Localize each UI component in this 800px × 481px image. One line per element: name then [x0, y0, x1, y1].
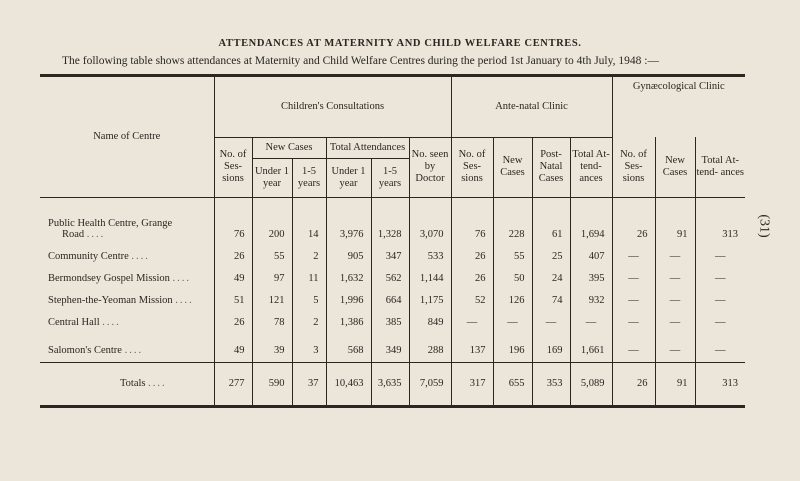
data-cell: 26 — [451, 240, 493, 262]
data-cell: 121 — [252, 284, 292, 306]
data-cell: — — [695, 240, 745, 262]
data-cell: 1,996 — [326, 284, 371, 306]
data-cell: — — [655, 306, 695, 328]
page-number: (31) — [756, 214, 772, 238]
table-row — [40, 284, 745, 306]
header-cc-new-cases: New Cases — [252, 137, 326, 158]
centre-name — [40, 197, 214, 240]
data-cell: 1,386 — [326, 306, 371, 328]
data-cell: 1,661 — [570, 328, 612, 363]
data-cell: 49 — [214, 262, 252, 284]
data-cell: 1,694 — [570, 197, 612, 240]
data-cell: 91 — [655, 197, 695, 240]
total-cell: 3,635 — [371, 362, 409, 406]
data-cell: 905 — [326, 240, 371, 262]
data-cell: 49 — [214, 328, 252, 363]
data-cell: — — [612, 240, 655, 262]
data-cell: — — [695, 306, 745, 328]
centre-name — [40, 306, 214, 328]
leader-dots: .... — [86, 228, 106, 240]
data-cell: 26 — [214, 306, 252, 328]
header-cc-sessions: No. of Ses- sions — [214, 137, 252, 197]
data-cell: 24 — [532, 262, 570, 284]
data-cell: 61 — [532, 197, 570, 240]
data-cell: 1,632 — [326, 262, 371, 284]
data-cell: 14 — [292, 197, 326, 240]
totals-row — [40, 362, 745, 406]
data-cell: — — [612, 328, 655, 363]
data-cell: — — [451, 306, 493, 328]
table-row — [40, 240, 745, 262]
intro-text: The following table shows attendances at Maternity and Child Welfare Centres during the period 1st January to 4th July, 1948 :— — [62, 55, 659, 67]
data-cell: — — [695, 284, 745, 306]
data-cell: 932 — [570, 284, 612, 306]
centre-name-text: Salomon's Centre — [48, 344, 122, 356]
centre-name-line2 — [48, 229, 214, 240]
data-cell: 288 — [409, 328, 451, 363]
data-cell: 313 — [695, 197, 745, 240]
data-cell: 200 — [252, 197, 292, 240]
data-cell: 39 — [252, 328, 292, 363]
header-new-1-5: 1-5 years — [292, 158, 326, 197]
leader-dots: .... — [175, 294, 194, 306]
data-cell: 228 — [493, 197, 532, 240]
data-cell: 1,175 — [409, 284, 451, 306]
centre-name — [40, 284, 214, 306]
data-cell: 76 — [214, 197, 252, 240]
total-cell: 91 — [655, 362, 695, 406]
data-cell: 385 — [371, 306, 409, 328]
data-cell: 196 — [493, 328, 532, 363]
centre-name — [40, 240, 214, 262]
data-cell: — — [655, 240, 695, 262]
data-cell: 52 — [451, 284, 493, 306]
total-cell: 37 — [292, 362, 326, 406]
leader-dots: .... — [131, 250, 150, 262]
table-row — [40, 306, 745, 328]
centre-name-text: Bermondsey Gospel Mission — [48, 272, 170, 284]
data-cell: 1,144 — [409, 262, 451, 284]
data-cell: 1,328 — [371, 197, 409, 240]
data-cell: 26 — [451, 262, 493, 284]
header-gy-sessions: No. of Ses- sions — [612, 137, 655, 197]
data-cell: 78 — [252, 306, 292, 328]
header-post-natal-cases: Post- Natal Cases — [532, 137, 570, 197]
header-cc-total-attendances: Total Attendances — [326, 137, 409, 158]
total-cell: 5,089 — [570, 362, 612, 406]
data-cell: 568 — [326, 328, 371, 363]
data-cell: 51 — [214, 284, 252, 306]
page-title: ATTENDANCES AT MATERNITY AND CHILD WELFARE CENTRES. — [218, 38, 582, 49]
data-cell: 26 — [214, 240, 252, 262]
data-cell: 849 — [409, 306, 451, 328]
totals-label: Totals — [120, 378, 146, 389]
header-seen-by-doctor: No. seen by Doctor — [409, 137, 451, 197]
data-cell: 25 — [532, 240, 570, 262]
data-cell: — — [695, 262, 745, 284]
table-row — [40, 197, 745, 240]
data-cell: — — [655, 284, 695, 306]
table-row — [40, 262, 745, 284]
data-cell: 3,976 — [326, 197, 371, 240]
total-cell: 590 — [252, 362, 292, 406]
data-cell: 562 — [371, 262, 409, 284]
data-cell: 126 — [493, 284, 532, 306]
header-total-under-1: Under 1 year — [326, 158, 371, 197]
data-cell: 664 — [371, 284, 409, 306]
data-cell: 76 — [451, 197, 493, 240]
header-gy-total: Total At- tend- ances — [695, 137, 745, 197]
data-cell: 50 — [493, 262, 532, 284]
centre-name-line2-text: Road — [62, 228, 85, 240]
total-cell: 317 — [451, 362, 493, 406]
header-an-new-cases: New Cases — [493, 137, 532, 197]
data-cell: 2 — [292, 240, 326, 262]
header-total-1-5: 1-5 years — [371, 158, 409, 197]
data-cell: — — [655, 328, 695, 363]
data-cell: 74 — [532, 284, 570, 306]
data-cell: 169 — [532, 328, 570, 363]
header-ante-natal-clinic: Ante-natal Clinic — [451, 76, 612, 138]
leader-dots: .... — [148, 378, 167, 389]
data-cell: 55 — [252, 240, 292, 262]
data-cell: 2 — [292, 306, 326, 328]
centre-name — [40, 262, 214, 284]
header-childrens-consultations: Children's Consultations — [214, 76, 451, 138]
data-cell: — — [612, 262, 655, 284]
data-cell: 5 — [292, 284, 326, 306]
total-cell: 353 — [532, 362, 570, 406]
header-new-under-1: Under 1 year — [252, 158, 292, 197]
data-cell: 533 — [409, 240, 451, 262]
totals-label-cell — [40, 362, 214, 406]
data-cell: — — [695, 328, 745, 363]
header-an-sessions: No. of Ses- sions — [451, 137, 493, 197]
total-cell: 7,059 — [409, 362, 451, 406]
total-cell: 655 — [493, 362, 532, 406]
leader-dots: .... — [172, 272, 192, 284]
data-cell: — — [570, 306, 612, 328]
data-cell: 3,070 — [409, 197, 451, 240]
data-cell: — — [612, 306, 655, 328]
centre-name — [40, 328, 214, 363]
total-cell: 26 — [612, 362, 655, 406]
header-gy-new-cases: New Cases — [655, 137, 695, 197]
data-cell: — — [655, 262, 695, 284]
data-cell: 395 — [570, 262, 612, 284]
attendance-table — [40, 74, 745, 408]
data-cell: 26 — [612, 197, 655, 240]
total-cell: 277 — [214, 362, 252, 406]
header-gynaecological-clinic: Gynæcological Clinic — [612, 76, 745, 138]
data-cell: 137 — [451, 328, 493, 363]
centre-name-text: Community Centre — [48, 250, 129, 262]
data-cell: 55 — [493, 240, 532, 262]
data-cell: 97 — [252, 262, 292, 284]
header-name-of-centre: Name of Centre — [40, 76, 214, 198]
centre-name-text: Stephen-the-Yeoman Mission — [48, 294, 173, 306]
data-cell: — — [612, 284, 655, 306]
total-cell: 10,463 — [326, 362, 371, 406]
centre-name-line1: Public Health Centre, Grange — [48, 217, 173, 229]
data-cell: 347 — [371, 240, 409, 262]
data-cell: 11 — [292, 262, 326, 284]
data-cell: 349 — [371, 328, 409, 363]
header-an-total: Total At- tend- ances — [570, 137, 612, 197]
data-cell: 407 — [570, 240, 612, 262]
data-cell: 3 — [292, 328, 326, 363]
table-row — [40, 328, 745, 363]
centre-name-text: Central Hall — [48, 316, 100, 328]
total-cell: 313 — [695, 362, 745, 406]
leader-dots: .... — [124, 344, 144, 356]
data-cell: — — [493, 306, 532, 328]
data-cell: — — [532, 306, 570, 328]
leader-dots: .... — [102, 316, 121, 328]
